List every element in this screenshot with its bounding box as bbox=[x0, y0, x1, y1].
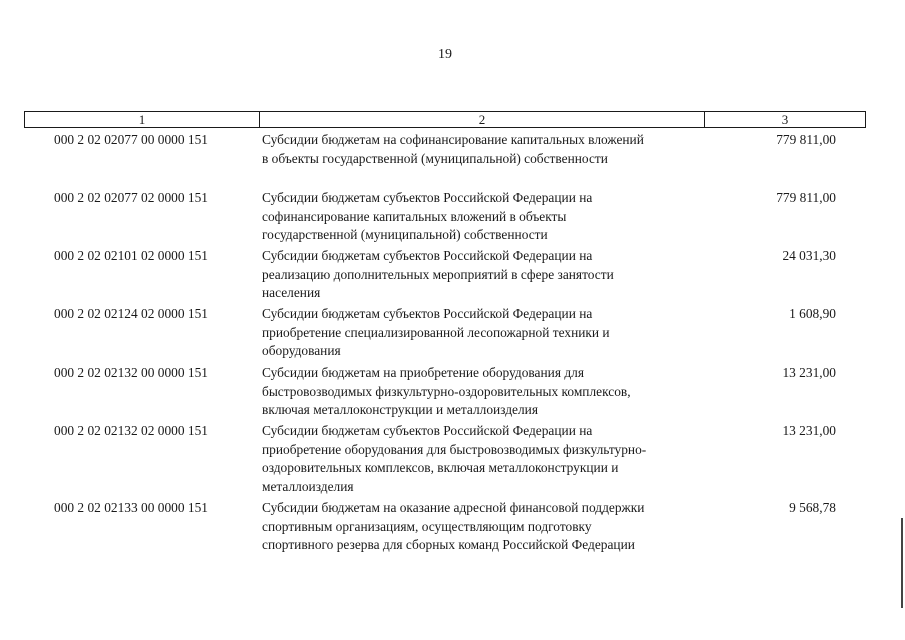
description-line: Субсидии бюджетам субъектов Российской Федерации на bbox=[262, 423, 593, 438]
row-amount: 24 031,30 bbox=[782, 248, 836, 263]
description-line: в объекты государственной (муниципальной) собственности bbox=[262, 150, 608, 166]
budget-code: 000 2 02 02133 00 0000 151 bbox=[54, 500, 208, 515]
table-header bbox=[24, 111, 866, 128]
row-description bbox=[262, 305, 712, 361]
budget-code: 000 2 02 02132 00 0000 151 bbox=[54, 365, 208, 380]
description-line: Субсидии бюджетам на оказание адресной финансовой поддержки bbox=[262, 500, 645, 515]
description-line: приобретение оборудования для быстровозводимых физкультурно- bbox=[262, 441, 647, 457]
row-description bbox=[262, 499, 712, 555]
description-line: Субсидии бюджетам на приобретение оборудования для bbox=[262, 365, 584, 380]
description-line: включая металлоконструкции и металлоизделия bbox=[262, 402, 538, 417]
description-line: населения bbox=[262, 285, 321, 300]
description-line: реализацию дополнительных мероприятий в сфере занятости bbox=[262, 266, 614, 282]
header-col-1: 1 bbox=[25, 112, 260, 127]
description-line: Субсидии бюджетам субъектов Российской Федерации на bbox=[262, 306, 593, 321]
budget-code: 000 2 02 02101 02 0000 151 bbox=[54, 248, 208, 263]
description-line: Субсидии бюджетам субъектов Российской Федерации на bbox=[262, 248, 593, 263]
description-line: оздоровительных комплексов, включая металлоконструкции и bbox=[262, 460, 619, 475]
row-amount: 13 231,00 bbox=[782, 365, 836, 380]
row-amount: 13 231,00 bbox=[782, 423, 836, 438]
description-line: Субсидии бюджетам на софинансирование капитальных вложений bbox=[262, 132, 644, 147]
row-amount: 9 568,78 bbox=[789, 500, 836, 515]
description-line: приобретение специализированной лесопожарной техники и bbox=[262, 324, 610, 340]
description-line: софинансирование капитальных вложений в объекты bbox=[262, 208, 567, 224]
budget-code: 000 2 02 02132 02 0000 151 bbox=[54, 423, 208, 438]
budget-code: 000 2 02 02077 02 0000 151 bbox=[54, 190, 208, 205]
header-col-2: 2 bbox=[260, 112, 705, 127]
description-line: оборудования bbox=[262, 343, 341, 358]
budget-code: 000 2 02 02077 00 0000 151 bbox=[54, 132, 208, 147]
description-line: быстровозводимых физкультурно-оздоровительных комплексов, bbox=[262, 383, 631, 399]
budget-code: 000 2 02 02124 02 0000 151 bbox=[54, 306, 208, 321]
row-amount: 1 608,90 bbox=[789, 306, 836, 321]
description-line: Субсидии бюджетам субъектов Российской Федерации на bbox=[262, 190, 593, 205]
row-description bbox=[262, 364, 712, 420]
description-line: спортивным организациям, осуществляющим подготовку bbox=[262, 518, 592, 534]
row-description bbox=[262, 422, 712, 496]
row-description bbox=[262, 131, 712, 168]
row-description bbox=[262, 247, 712, 303]
row-description bbox=[262, 189, 712, 245]
scan-edge-line bbox=[901, 518, 903, 608]
header-col-3: 3 bbox=[781, 112, 789, 127]
page-number: 19 bbox=[438, 47, 452, 62]
description-line: спортивного резерва для сборных команд Российской Федерации bbox=[262, 537, 635, 552]
description-line: металлоизделия bbox=[262, 478, 354, 494]
row-amount: 779 811,00 bbox=[776, 132, 836, 147]
description-line: государственной (муниципальной) собственности bbox=[262, 227, 548, 242]
row-amount: 779 811,00 bbox=[776, 190, 836, 205]
